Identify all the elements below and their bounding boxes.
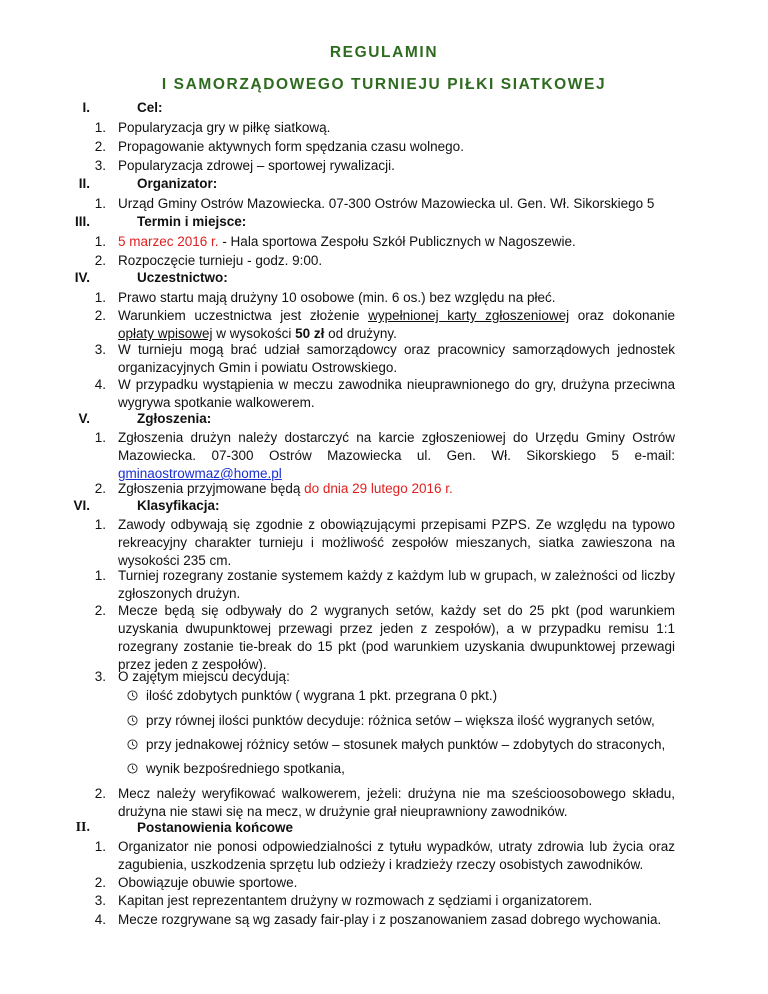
section-participation-heading [0, 270, 768, 290]
fee-amount: 50 zł [295, 326, 325, 341]
item-text: Obowiązuje obuwie sportowe. [118, 875, 298, 890]
section-number: II. [75, 820, 90, 835]
section-title: Termin i miejsce: [137, 214, 247, 229]
bullet-text: wynik bezpośredniego spotkania, [146, 761, 345, 776]
bullet-text: ilość zdobytych punktów ( wygrana 1 pkt. przegrana 0 pkt.) [146, 688, 498, 703]
item-number: 4. [94, 912, 106, 927]
item-number: 2. [94, 308, 106, 323]
section-number: III. [74, 214, 90, 229]
section-number: IV. [74, 270, 90, 285]
clock-bullet-icon [127, 715, 138, 726]
section-number: VI. [73, 498, 90, 513]
item-number: 2. [94, 603, 106, 618]
item-text: Zawody odbywają się zgodnie z obowiązującymi przepisami PZPS. Ze względu na typowo rekreacyjny charakter turnieju i możliwość zespołów mieszanych, siatka zawieszona na wysokości 235 cm. [118, 517, 675, 568]
bullet-text: przy jednakowej różnicy setów – stosunek małych punktów – zdobytych do straconych, [146, 737, 666, 752]
entry-form-text: wypełnionej karty zgłoszeniowej [368, 308, 570, 323]
deadline-date: do dnia 29 lutego 2016 r. [304, 481, 453, 496]
item-number: 1. [94, 196, 106, 211]
text-part: Warunkiem uczestnictwa jest złożenie [118, 308, 369, 323]
item-text: Kapitan jest reprezentantem drużyny w rozmowach z sędziami i organizatorem. [118, 893, 593, 908]
item-text: Popularyzacja zdrowej – sportowej rywalizacji. [118, 158, 395, 173]
item-number: 2. [94, 875, 106, 890]
section-applications-heading [0, 411, 768, 431]
item-text: Mecze będą się odbywały do 2 wygranych setów, każdy set do 25 pkt (pod warunkiem uzyskania dwupunktowej przewagi przez jeden z zespołów), a w przypadku remisu 1:1 rozegrany zostanie tie-break do 15 pkt (pod warunkiem uzyskania dwupunktowej przewagi przez jeden z zespołów). [118, 603, 675, 672]
section-title: Organizator: [137, 176, 218, 191]
section-classification-heading [0, 498, 768, 518]
item-number: 1. [94, 839, 106, 854]
item-number: 1. [94, 517, 106, 532]
entry-fee-text: opłaty wpisowej [118, 326, 213, 341]
item-text: Popularyzacja gry w piłkę siatkową. [118, 120, 331, 135]
item-text: Propagowanie aktywnych form spędzania czasu wolnego. [118, 139, 464, 154]
section-organizer-heading [0, 176, 768, 196]
section-date-place-heading [0, 214, 768, 234]
item-number: 2. [94, 139, 106, 154]
section-title: Klasyfikacja: [137, 498, 220, 513]
item-text: Mecz należy weryfikować walkowerem, jeżeli: drużyna nie ma sześcioosobowego składu, drużyna nie stawi się na mecz, w drużynie grał nieuprawniony zawodników. [118, 786, 675, 819]
section-number: V. [78, 411, 90, 426]
text-part: oraz dokonanie [569, 308, 675, 323]
section-title: Postanowienia końcowe [137, 820, 294, 835]
applications-text: Zgłoszenia drużyn należy dostarczyć na karcie zgłoszeniowej do Urzędu Gminy Ostrów Mazowiecka. 07-300 Ostrów Mazowiecka ul. Gen. Wł. Sikorskiego 5 e-mail: [118, 430, 675, 463]
item-number: 4. [94, 377, 106, 392]
text-part: od drużyny. [324, 326, 397, 341]
item-text [118, 429, 675, 483]
item-text: Mecze rozgrywane są wg zasady fair-play i z poszanowaniem zasad dobrego wychowania. [118, 912, 662, 927]
item-text: Organizator nie ponosi odpowiedzialności z tytułu wypadków, utraty zdrowia lub życia oraz zagubienia, uszkodzenia sprzętu lub odzieży i kradzieży rzeczy osobistych zawodników. [118, 839, 675, 872]
section-title: Cel: [137, 100, 163, 115]
document-title: REGULAMIN [329, 44, 439, 61]
item-number: 2. [94, 253, 106, 268]
item-text: W przypadku wystąpienia w meczu zawodnika nieuprawnionego do gry, drużyna przeciwna wygrywa spotkanie walkowerem. [118, 377, 675, 410]
venue-text: - Hala sportowa Zespołu Szkół Publicznych w Nagoszewie. [218, 234, 576, 249]
item-text: Prawo startu mają drużyny 10 osobowe (min. 6 os.) bez względu na płeć. [118, 290, 556, 305]
item-text: O zajętym miejscu decydują: [118, 669, 290, 684]
item-number: 1. [94, 290, 106, 305]
item-number: 3. [94, 893, 106, 908]
item-number: 1. [94, 430, 106, 445]
section-goal-heading [0, 100, 768, 120]
item-text: Rozpoczęcie turnieju - godz. 9:00. [118, 253, 323, 268]
section-title: Zgłoszenia: [137, 411, 212, 426]
section-final-provisions-heading [0, 820, 768, 840]
item-number: 3. [94, 158, 106, 173]
section-number: I. [82, 100, 90, 115]
bullet-text: przy równej ilości punktów decyduje: różnica setów – większa ilość wygranych setów, [146, 713, 655, 728]
text-part: w wysokości [212, 326, 296, 341]
item-text [118, 307, 675, 343]
clock-bullet-icon [127, 763, 138, 774]
item-number: 2. [94, 786, 106, 801]
section-number: II. [78, 176, 90, 191]
item-number: 2. [94, 481, 106, 496]
item-number: 1. [94, 234, 106, 249]
event-date: 5 marzec 2016 r. [118, 234, 219, 249]
item-number: 3. [94, 669, 106, 684]
item-text: Urząd Gminy Ostrów Mazowiecka. 07-300 Ostrów Mazowiecka ul. Gen. Wł. Sikorskiego 5 [118, 196, 655, 211]
item-text: Turniej rozegrany zostanie systemem każdy z każdym lub w grupach, w zależności od liczby zgłoszonych drużyn. [118, 568, 675, 601]
document-subtitle: I SAMORZĄDOWEGO TURNIEJU PIŁKI SIATKOWEJ [161, 76, 607, 93]
item-text [118, 480, 675, 498]
email-link[interactable]: gminaostrowmaz@home.pl [118, 466, 282, 481]
section-title: Uczestnictwo: [137, 270, 228, 285]
clock-bullet-icon [127, 739, 138, 750]
item-text [118, 233, 675, 251]
item-number: 1. [94, 568, 106, 583]
text-part: Zgłoszenia przyjmowane będą [118, 481, 305, 496]
item-number: 1. [94, 120, 106, 135]
item-number: 3. [94, 342, 106, 357]
clock-bullet-icon [127, 690, 138, 701]
item-text: W turnieju mogą brać udział samorządowcy oraz pracownicy samorządowych jednostek organizacyjnych Gmin i powiatu Ostrowskiego. [118, 342, 675, 375]
